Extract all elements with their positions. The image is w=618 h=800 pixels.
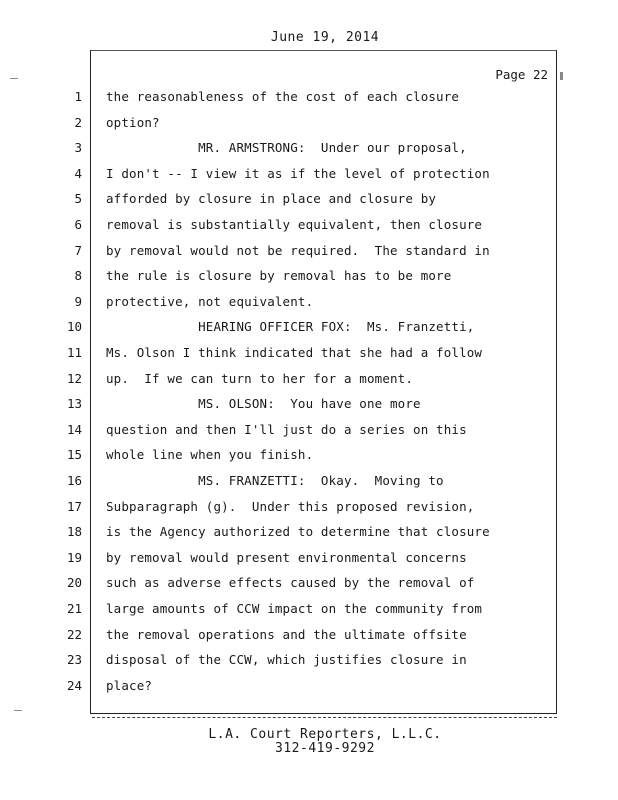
line-text: Ms. Olson I think indicated that she had a follow [106,345,483,360]
line-number: 6 [74,217,82,232]
line-number: 14 [66,421,82,437]
line-number: 8 [74,268,82,284]
line-text: large amounts of CCW impact on the community from [106,601,483,616]
line-number: 24 [66,677,82,693]
line-text: the removal operations and the ultimate offsite [106,626,467,642]
line-text: option? [106,114,160,130]
line-text: by removal would present environmental concerns [106,549,467,565]
line-text: MS. OLSON: You have one more [106,396,421,412]
line-text: the rule is closure by removal has to be more [106,268,452,284]
line-number: 12 [66,370,82,386]
line-number: 2 [74,114,82,130]
line-number: 18 [66,524,82,540]
line-text: Subparagraph (g). Under this proposed revision, [106,498,475,514]
frame-bottom-edge [92,714,557,718]
footer-phone: 312-419-9292 [275,741,375,756]
line-text: by removal would not be required. The standard in [106,242,490,258]
line-number: 19 [66,549,82,565]
line-number: 15 [66,447,82,463]
line-number: 16 [66,473,82,488]
line-text: such as adverse effects caused by the removal of [106,575,475,591]
line-number: 23 [66,652,82,668]
line-number: 11 [66,345,82,360]
line-number: 9 [74,293,82,309]
line-number: 22 [66,626,82,642]
page-number: Page 22 [495,67,548,82]
line-text: HEARING OFFICER FOX: Ms. Franzetti, [106,319,475,335]
line-text: removal is substantially equivalent, then closure [106,217,483,232]
line-text: is the Agency authorized to determine that closure [106,524,490,540]
line-text: up. If we can turn to her for a moment. [106,370,414,386]
line-text: whole line when you finish. [106,447,314,463]
header-date: June 19, 2014 [270,30,380,45]
line-text: the reasonableness of the cost of each closure [106,89,460,104]
line-text: MS. FRANZETTI: Okay. Moving to [106,473,444,488]
line-number: 21 [66,601,82,616]
line-number: 4 [74,165,82,181]
line-number: 13 [66,396,82,412]
line-number: 10 [66,319,82,335]
margin-mark [560,72,563,80]
margin-mark [10,78,18,79]
line-text: question and then I'll just do a series on this [106,421,467,437]
margin-mark [14,710,22,711]
footer-company: L.A. Court Reporters, L.L.C. [208,727,442,742]
line-text: afforded by closure in place and closure by [106,191,437,207]
line-text: I don't -- I view it as if the level of protection [106,165,490,181]
line-number: 5 [74,191,82,207]
line-number: 1 [74,89,82,104]
line-text: MR. ARMSTRONG: Under our proposal, [106,140,467,156]
line-number: 20 [66,575,82,591]
line-text: protective, not equivalent. [106,293,314,309]
line-number: 3 [74,140,82,156]
line-text: disposal of the CCW, which justifies closure in [106,652,467,668]
line-number: 17 [66,498,82,514]
line-number: 7 [74,242,82,258]
line-text: place? [106,677,153,693]
